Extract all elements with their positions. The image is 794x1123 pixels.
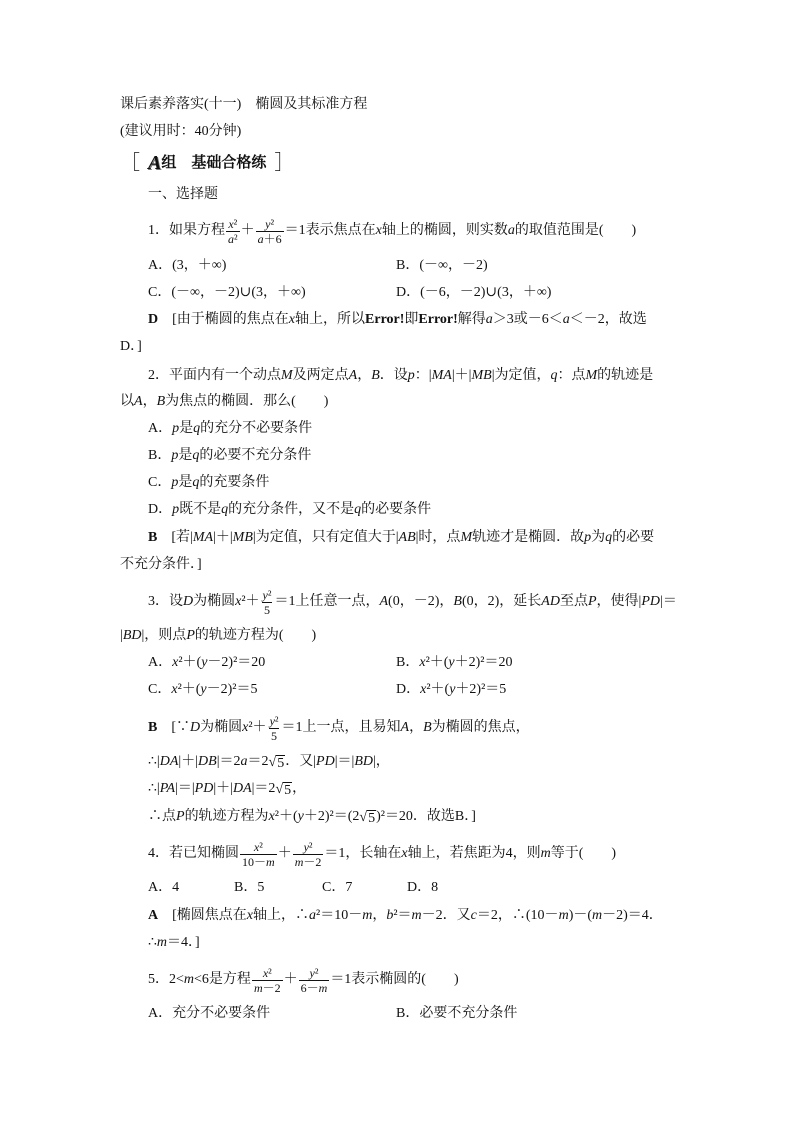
text-run: 5．2<m<6是方程	[148, 972, 251, 987]
text-run: 解得a＞3或－6＜a＜－2，故选	[457, 312, 647, 327]
fraction-numerator: x²	[253, 839, 263, 854]
fraction-denominator: a²	[228, 231, 238, 246]
radicand: 5	[277, 755, 285, 771]
text-run: ＝1，长轴在x轴上，若焦距为4，则m等于( )	[324, 846, 617, 861]
square-root	[359, 809, 376, 826]
fraction	[252, 966, 283, 995]
q4-stem	[148, 834, 616, 874]
q2-stem-line-2: 以A，B为焦点的椭圆．那么( )	[120, 394, 329, 409]
q4-option-b: B．5	[234, 880, 265, 895]
radicand: 5	[368, 810, 376, 826]
q1-option-c: C．(－∞，－2)∪(3，＋∞)	[148, 285, 306, 300]
fraction-denominator: a＋6	[257, 231, 282, 246]
fraction	[293, 840, 324, 869]
text-run: 4．若已知椭圆	[148, 846, 239, 861]
text-run: ＝1表示焦点在x轴上的椭圆，则实数a的取值范围是( )	[284, 223, 637, 238]
q1-option-a: A．(3，＋∞)	[148, 258, 227, 273]
text-run: 即	[404, 312, 419, 327]
text-run: ＝1上一点，且易知A，B为椭圆的焦点，	[281, 720, 530, 735]
fraction-denominator: 10－m	[242, 854, 275, 869]
bold-run: Error!	[365, 312, 405, 327]
q2-answer-line-2: 不充分条件．]	[120, 557, 202, 572]
bold-run: B	[148, 530, 158, 545]
text-run: 1．如果方程	[148, 223, 225, 238]
group-letter: A	[148, 152, 162, 174]
fraction	[268, 714, 281, 743]
text-run: [由于椭圆的焦点在x轴上，所以	[158, 312, 366, 327]
q5-option-a: A．充分不必要条件	[148, 1006, 271, 1021]
q2-answer-line-1	[148, 528, 654, 548]
text-run: [若|MA|＋|MB|为定值，只有定值大于|AB|时，点M轨迹才是椭圆．故p为q的必要	[157, 530, 655, 545]
fraction	[256, 217, 284, 246]
text-run: ＋	[277, 846, 292, 861]
group-open-bracket: ［	[120, 152, 140, 174]
q1-option-b: B．(－∞，－2)	[396, 258, 488, 273]
q2-option-b: B．p是q的必要不充分条件	[148, 448, 312, 463]
square-root	[269, 754, 286, 771]
fraction-numerator: y²	[265, 216, 275, 231]
q2-option-a: A．p是q的充分不必要条件	[148, 421, 313, 436]
fraction-numerator: x²	[228, 216, 238, 231]
text-run: [∵D为椭圆x²＋	[157, 720, 267, 735]
fraction-numerator: y²	[262, 587, 272, 602]
group-heading	[120, 150, 294, 176]
fraction-numerator: x²	[262, 965, 272, 980]
q3-option-d: D．x²＋(y＋2)²＝5	[396, 682, 507, 697]
q2-option-d: D．p既不是q的充分条件，又不是q的必要条件	[148, 502, 432, 517]
text-run: [椭圆焦点在x轴上，∴a²＝10－m，b²＝m－2．又c＝2，∴(10－m)－(m－2)＝4．	[158, 908, 663, 923]
q4-option-d: D．8	[407, 880, 439, 895]
fraction	[226, 217, 240, 246]
q3-option-b: B．x²＋(y＋2)²＝20	[396, 655, 513, 670]
bold-run: B	[148, 720, 158, 735]
q1-answer-line-2: D．]	[120, 339, 142, 354]
text-run: ＋	[283, 972, 298, 987]
q5-option-b: B．必要不充分条件	[396, 1006, 518, 1021]
radical-sign: √	[268, 754, 277, 770]
section-heading: 一、选择题	[148, 187, 218, 202]
q4-option-a: A．4	[148, 880, 180, 895]
fraction	[261, 588, 274, 617]
fraction	[240, 840, 277, 869]
text-run: ．又|PD|＝|BD|，	[285, 754, 390, 769]
text-run: ∴点P的轨迹方程为x²＋(y＋2)²＝(2	[148, 809, 360, 824]
bold-run: A	[148, 908, 159, 923]
q3-option-a: A．x²＋(y－2)²＝20	[148, 655, 266, 670]
q4-answer-line-2: ∴m＝4．]	[148, 935, 200, 950]
q3-answer-line-4	[148, 807, 476, 827]
q4-answer-line-1	[148, 906, 663, 926]
fraction-numerator: y²	[303, 839, 313, 854]
text-run: ＋	[240, 223, 255, 238]
q3-answer-line-2	[148, 752, 390, 772]
group-label: 组 基础合格练	[161, 155, 267, 171]
text-run: ∴|DA|＋|DB|＝2a＝2	[148, 754, 269, 769]
fraction-numerator: y²	[309, 965, 319, 980]
q3-option-c: C．x²＋(y－2)²＝5	[148, 682, 258, 697]
text-run: )²＝20．故选B．]	[376, 809, 476, 824]
fraction-denominator: m－2	[253, 980, 281, 995]
fraction-denominator: m－2	[294, 854, 322, 869]
fraction-denominator: 5	[271, 728, 278, 743]
text-run: ∴|PA|＝|PD|＋|DA|＝2	[148, 781, 276, 796]
q3-answer-line-1	[148, 708, 530, 748]
fraction	[299, 966, 330, 995]
radicand: 5	[284, 782, 292, 798]
page-title: 课后素养落实(十一) 椭圆及其标准方程	[120, 97, 368, 112]
text-run: 3．设D为椭圆x²＋	[148, 594, 260, 609]
text-run: ＝1表示椭圆的( )	[330, 972, 459, 987]
text-run: ，	[292, 781, 307, 796]
q3-answer-line-3	[148, 779, 306, 799]
text-run: ＝1上任意一点，A(0，－2)，B(0，2)，延长AD至点P，使得|PD|＝	[274, 594, 677, 609]
fraction-denominator: 5	[264, 602, 271, 617]
q1-answer-line-1	[148, 310, 647, 330]
square-root	[275, 781, 292, 798]
bold-run: D	[148, 312, 159, 327]
fraction-numerator: y²	[269, 713, 279, 728]
q3-stem-line-1	[148, 582, 677, 622]
q2-option-c: C．p是q的充要条件	[148, 475, 270, 490]
q3-stem-line-2: |BD|，则点P的轨迹方程为( )	[120, 628, 317, 643]
q1-stem	[148, 211, 636, 251]
q5-stem	[148, 960, 459, 1000]
radical-sign: √	[359, 809, 368, 825]
q1-option-d: D．(－6，－2)∪(3，＋∞)	[396, 285, 552, 300]
fraction-denominator: 6－m	[300, 980, 328, 995]
group-close-bracket: ］	[274, 152, 295, 174]
q2-stem-line-1: 2．平面内有一个动点M及两定点A，B．设p：|MA|＋|MB|为定值，q：点M的轨迹是	[148, 368, 654, 383]
bold-run: Error!	[418, 312, 458, 327]
suggested-time: (建议用时：40分钟)	[120, 124, 242, 139]
radical-sign: √	[275, 781, 284, 797]
q4-option-c: C．7	[322, 880, 353, 895]
